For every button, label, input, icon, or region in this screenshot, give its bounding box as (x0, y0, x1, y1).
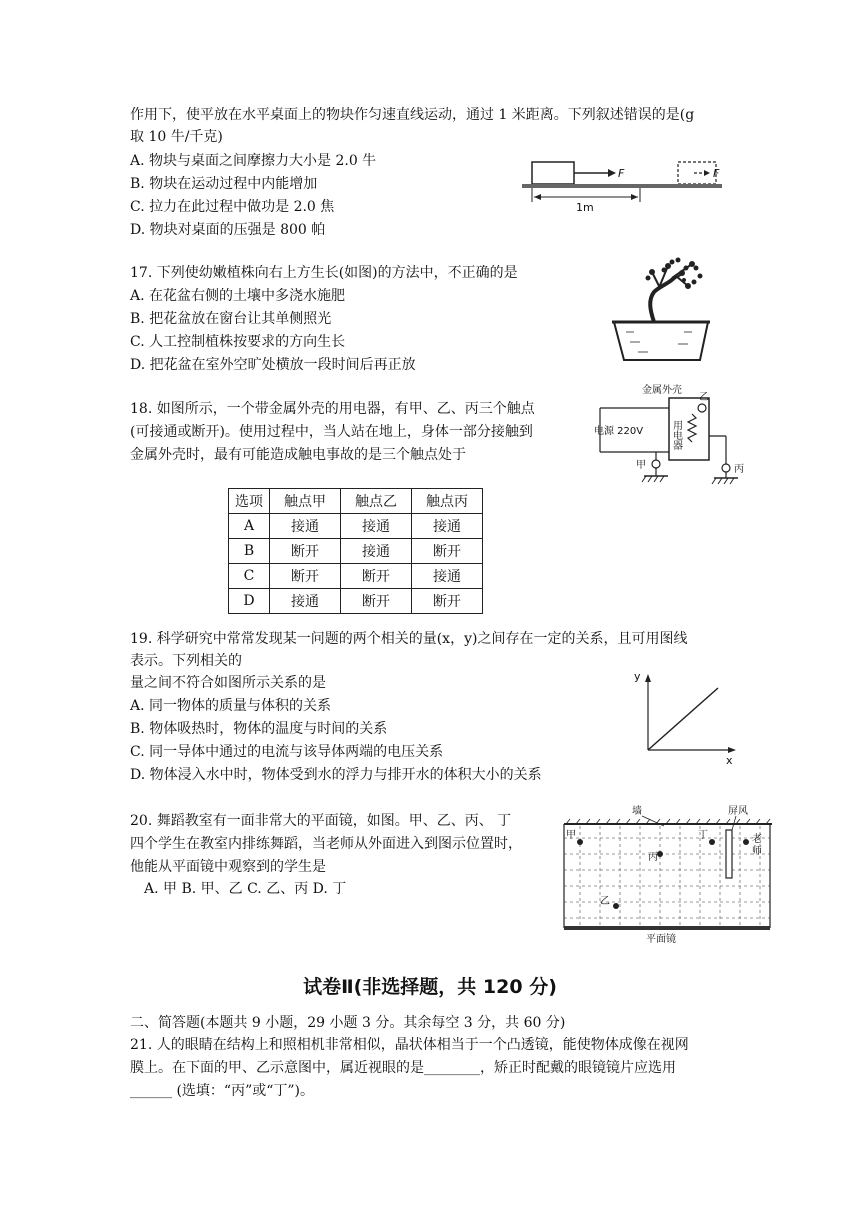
force-label-2: F (713, 167, 720, 180)
table-cell: 接通 (412, 564, 483, 589)
q19-option-c: C. 同一导体中通过的电流与该导体两端的电压关系 (130, 744, 444, 760)
distance-label: 1m (576, 201, 594, 214)
table-cell: 断开 (341, 564, 412, 589)
student-jia-label: 甲 (566, 830, 576, 841)
q19-stem-line1: 19. 科学研究中常常发现某一问题的两个相关的量(x，y)之间存在一定的关系，且可用图线 (130, 631, 688, 647)
mirror-label: 平面镜 (646, 934, 676, 944)
contact-jia-label: 甲 (636, 460, 646, 471)
q17-option-a: A. 在花盆右侧的土壤中多浇水施肥 (130, 288, 346, 304)
q18-options-table (228, 488, 483, 614)
block-start (532, 162, 574, 184)
student-jia (577, 839, 583, 845)
table-cell: D (229, 589, 270, 614)
q20-stem-line3: 他能从平面镜中观察到的学生是 (130, 859, 326, 875)
table-header-row (229, 489, 483, 514)
q16-option-b: B. 物块在运动过程中内能增加 (130, 176, 318, 192)
q19-stem-line3: 量之间不符合如图所示关系的是 (130, 675, 326, 691)
table-header: 触点乙 (341, 489, 412, 514)
table-cell: 接通 (270, 589, 341, 614)
table-cell: 断开 (412, 589, 483, 614)
q18-stem-line2: (可接通或断开)。使用过程中，当人站在地上，身体一部分接触到 (130, 424, 533, 440)
table-surface (522, 184, 722, 188)
section-title: 试卷Ⅱ(非选择题，共 120 分) (303, 976, 557, 998)
proportional-line (648, 688, 718, 750)
plane-mirror (564, 926, 770, 930)
q19-stem-line2: 表示。下列相关的 (130, 653, 242, 669)
contact-yi (698, 404, 706, 412)
q19-option-b: B. 物体吸热时，物体的温度与时间的关系 (130, 721, 388, 737)
q17-option-d: D. 把花盆在室外空旷处横放一段时间后再正放 (130, 357, 416, 373)
section-intro: 二、简答题(本题共 9 小题，29 小题 3 分。其余每空 3 分，共 60 分) (130, 1015, 566, 1031)
wall-label: 墙 (632, 806, 642, 817)
q16-option-a: A. 物块与桌面之间摩擦力大小是 2.0 牛 (130, 153, 377, 169)
q16-option-c: C. 拉力在此过程中做功是 2.0 焦 (130, 199, 335, 215)
table-cell: 接通 (341, 539, 412, 564)
appliance-label: 用电器 (670, 420, 682, 450)
table-row (229, 589, 483, 614)
table-cell: B (229, 539, 270, 564)
q17-stem: 17. 下列使幼嫩植株向右上方生长(如图)的方法中，不正确的是 (130, 265, 518, 281)
q18-stem-line1: 18. 如图所示，一个带金属外壳的用电器，有甲、乙、丙三个触点 (130, 401, 535, 417)
teacher-label-2: 师 (752, 846, 762, 857)
student-yi-label: 乙 (600, 896, 610, 907)
table-cell: 接通 (412, 514, 483, 539)
contact-bing-label: 丙 (734, 464, 744, 475)
table-header: 触点甲 (270, 489, 341, 514)
power-label: 电源 220V (594, 426, 644, 437)
table-cell: 断开 (341, 589, 412, 614)
contact-jia (652, 460, 660, 468)
floor-grid (564, 826, 770, 926)
contact-bing (722, 464, 730, 472)
screen-label: 屏风 (728, 806, 748, 817)
q17-option-b: B. 把花盆放在窗台让其单侧照光 (130, 311, 332, 327)
table-cell: A (229, 514, 270, 539)
table-cell: 接通 (341, 514, 412, 539)
table-cell: 断开 (270, 539, 341, 564)
q20-mirror-figure (562, 800, 778, 944)
table-row (229, 514, 483, 539)
q21-stem-line3: ______ (选填：“丙”或“丁”)。 (130, 1083, 315, 1099)
shell-label: 金属外壳 (642, 385, 682, 396)
x-axis-label: x (726, 754, 733, 767)
table-cell: 断开 (270, 564, 341, 589)
table-header: 选项 (229, 489, 270, 514)
q17-plant-figure (608, 256, 718, 366)
q20-stem-line1: 20. 舞蹈教室有一面非常大的平面镜，如图。甲、乙、丙、 丁 (130, 813, 512, 829)
force-label-1: F (618, 167, 625, 180)
table-row (229, 539, 483, 564)
appliance-coil (688, 414, 696, 442)
student-yi (613, 903, 619, 909)
table-row (229, 564, 483, 589)
q16-stem-line2: 取 10 牛/千克) (130, 129, 223, 145)
q16-block-figure (518, 152, 728, 234)
q19-graph-figure (626, 666, 746, 768)
q18-stem-line3: 金属外壳时，最有可能造成触电事故的是三个触点处于 (130, 447, 466, 463)
student-bing-label: 丙 (648, 852, 658, 863)
contact-yi-label: 乙 (699, 392, 709, 403)
q16-stem-line1: 作用下，使平放在水平桌面上的物块作匀速直线运动，通过 1 米距离。下列叙述错误的是(g (130, 107, 695, 123)
table-cell: C (229, 564, 270, 589)
q21-stem-line1: 21. 人的眼睛在结构上和照相机非常相似，晶状体相当于一个凸透镜，能使物体成像在视网 (130, 1037, 689, 1053)
q20-options: A. 甲 B. 甲、乙 C. 乙、丙 D. 丁 (144, 881, 347, 897)
plant-stem (650, 278, 674, 322)
student-ding-label: 丁 (698, 830, 708, 841)
plant-leaves (646, 258, 703, 290)
q19-option-d: D. 物体浸入水中时，物体受到水的浮力与排开水的体积大小的关系 (130, 767, 542, 783)
screen-partition (726, 830, 732, 878)
q16-option-d: D. 物块对桌面的压强是 800 帕 (130, 222, 326, 238)
q17-option-c: C. 人工控制植株按要求的方向生长 (130, 334, 346, 350)
table-header: 触点丙 (412, 489, 483, 514)
q18-circuit-figure (592, 380, 768, 490)
table-cell: 接通 (270, 514, 341, 539)
flower-pot (614, 322, 708, 360)
teacher-position (743, 839, 749, 845)
table-cell: 断开 (412, 539, 483, 564)
q21-stem-line2: 膜上。在下面的甲、乙示意图中，属近视眼的是________，矫正时配戴的眼镜镜片应选用 (130, 1060, 676, 1076)
q20-stem-line2: 四个学生在教室内排练舞蹈，当老师从外面进入到图示位置时， (130, 836, 522, 852)
teacher-label-1: 老 (752, 834, 762, 845)
student-ding (709, 839, 715, 845)
q19-option-a: A. 同一物体的质量与体积的关系 (130, 698, 332, 714)
y-axis-label: y (634, 670, 641, 683)
